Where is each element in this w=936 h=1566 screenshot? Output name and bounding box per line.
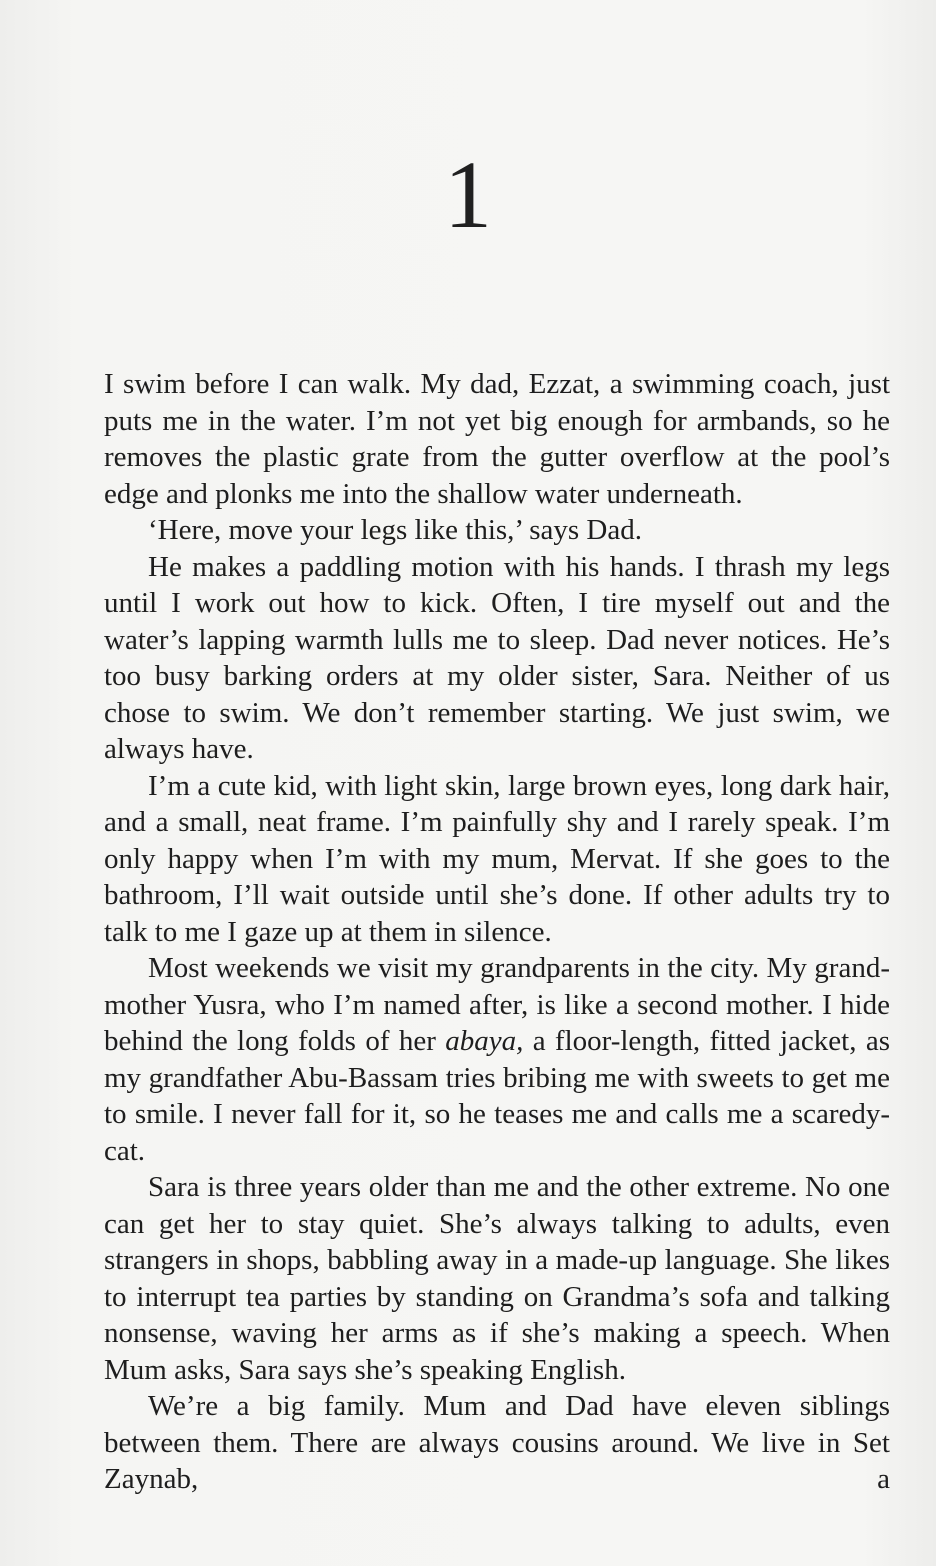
paragraph-text: a floor-length, fitted jacket, as my grandfather Abu-Bassam tries bribing me with sweets to get me to smile. I never fall for it, so he teases me and calls me a scaredy-cat.: [104, 1025, 890, 1167]
paragraph: [104, 768, 890, 951]
paragraph: [104, 950, 890, 1169]
paragraph-text: I swim before I can walk. My dad, Ezzat, a swimming coach, just puts me in the water. I’m not yet big enough for armbands, so he removes the plastic grate from the gutter overflow at the pool’s edge and plonks me into the shallow water underneath.: [104, 368, 890, 510]
paragraph: [104, 366, 890, 512]
paragraph-text: ‘Here, move your legs like this,’ says Dad.: [148, 514, 642, 546]
paragraph: [104, 1169, 890, 1388]
paragraph: [104, 1388, 890, 1498]
paragraph-text: Sara is three years older than me and the other extreme. No one can get her to stay quiet. She’s always talking to adults, even strangers in shops, babbling away in a made-up language. She likes to interrupt tea parties by standing on Grandma’s sofa and talking nonsense, waving her arms as if she’s making a speech. When Mum asks, Sara says she’s speaking English.: [104, 1171, 890, 1386]
paragraph-text: We’re a big family. Mum and Dad have eleven siblings between them. There are always cousins around. We live in Set Zaynab, a: [104, 1390, 890, 1495]
paragraph: [104, 549, 890, 768]
italic-term: abaya,: [445, 1025, 524, 1057]
chapter-body: [104, 366, 890, 1498]
chapter-number: 1: [444, 141, 492, 248]
paragraph-text: He makes a paddling motion with his hands. I thrash my legs until I work out how to kick. Often, I tire myself out and the water’s lapping warmth lulls me to sleep. Dad never notices. He’s too busy barking orders at my older sister, Sara. Neither of us chose to swim. We don’t remember starting. We just swim, we always have.: [104, 550, 890, 765]
paragraph-text: I’m a cute kid, with light skin, large brown eyes, long dark hair, and a small, neat frame. I’m painfully shy and I rarely speak. I’m only happy when I’m with my mum, Mervat. If she goes to the bathroom, I’ll wait outside until she’s done. If other adults try to talk to me I gaze up at them in silence.: [104, 769, 890, 948]
paragraph: [104, 512, 890, 549]
paragraph-text: Most weekends we visit my grandparents in the city. My grandmother Yusra, who I’m named after, is like a second mother. I hide behind the long folds of her: [104, 952, 890, 1057]
